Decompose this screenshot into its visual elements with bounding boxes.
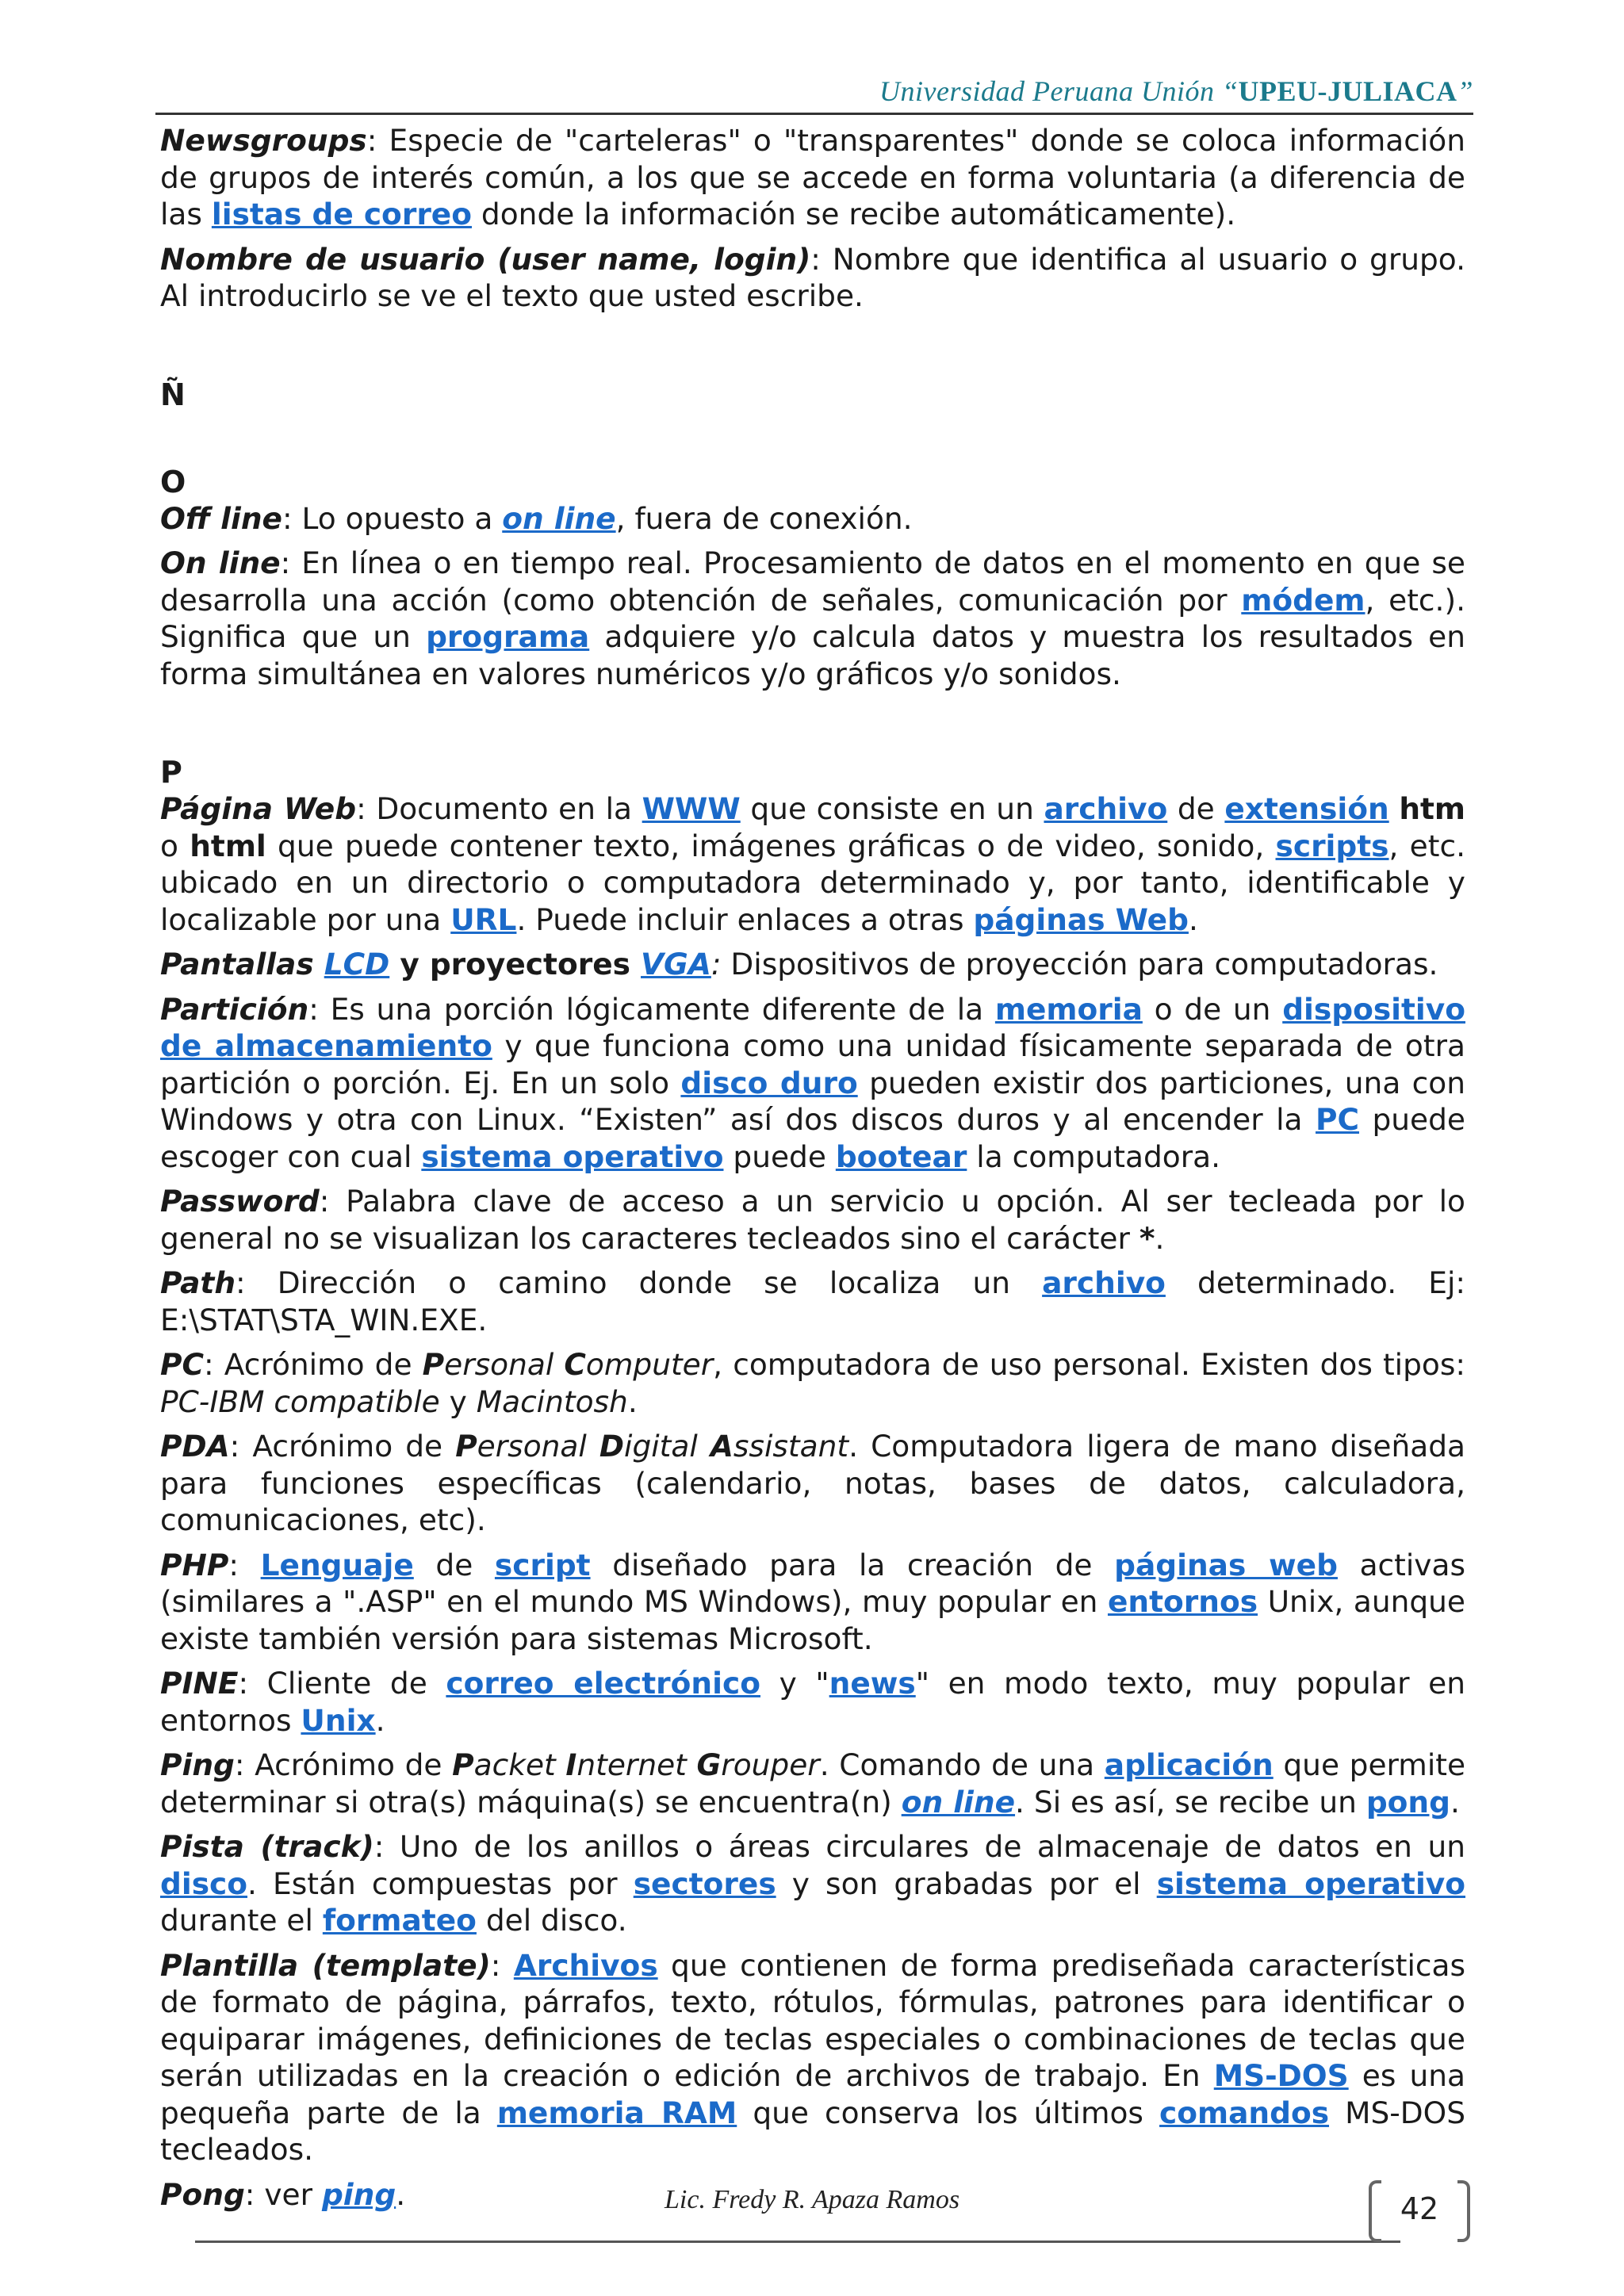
link-on-line[interactable]: on line [502, 500, 616, 536]
link-sectores[interactable]: sectores [633, 1866, 776, 1901]
entry-pantallas: Pantallas LCD y proyectores VGA: Dispositivos de proyección para computadoras. [160, 947, 1438, 982]
term-path: Path [160, 1265, 236, 1300]
link-disco[interactable]: disco [160, 1866, 248, 1901]
link-memoria-ram[interactable]: memoria RAM [496, 2095, 737, 2130]
link-dispositivo-de-almacenamiento[interactable]: dispositivo de almacenamiento [160, 991, 1465, 1063]
entry-newsgroups: Newsgroups: Especie de "carteleras" o "transparentes" donde se coloca información de grupos de interés común, a los que se accede en forma voluntaria (a diferencia de las listas de correo donde la información se recibe automáticamente). [160, 123, 1465, 232]
entry-pine: PINE: Cliente de correo electrónico y "news" en modo texto, muy popular en entornos Unix. [160, 1666, 1466, 1738]
link-lenguaje[interactable]: Lenguaje [260, 1547, 414, 1582]
glossary-content [160, 122, 1465, 2221]
entry-off-line: Off line: Lo opuesto a on line, fuera de conexión. [160, 500, 913, 536]
term-pista: Pista (track) [160, 1829, 374, 1864]
term-pine: PINE [160, 1666, 239, 1701]
term-on-line: On line [160, 545, 281, 580]
link-listas-de-correo[interactable]: listas de correo [211, 197, 473, 232]
section-letter-n: Ñ [160, 377, 186, 412]
link-formateo[interactable]: formateo [322, 1903, 477, 1938]
link-archivos[interactable]: Archivos [513, 1947, 658, 1983]
term-particion: Partición [160, 991, 309, 1027]
link-bootear[interactable]: bootear [835, 1138, 967, 1174]
entry-on-line: On line: En línea o en tiempo real. Procesamiento de datos en el momento en que se desarrolla una acción (como obtención de señales, comunicación por módem, etc.). Significa que un programa adquiere y/o calcula datos y muestra los resultados en forma simultánea en valores numéricos y/o gráficos y/o sonidos. [160, 545, 1466, 691]
link-archivo[interactable]: archivo [1044, 791, 1168, 826]
footer-author: Lic. Fredy R. Apaza Ramos [665, 2185, 960, 2214]
term-pc: PC [160, 1347, 205, 1382]
entry-ping: Ping: Acrónimo de Packet Internet Grouper. Comando de una aplicación que permite determinar si otra(s) máquina(s) se encuentra(n) on line. Si es así, se recibe un pong. [160, 1747, 1466, 1820]
page-number-badge [1369, 2180, 1470, 2241]
header-divider [155, 113, 1473, 115]
link-ping[interactable]: ping [321, 2176, 396, 2212]
term-pong: Pong [160, 2176, 245, 2212]
link-programa[interactable]: programa [426, 619, 590, 654]
entry-nombre-de-usuario: Nombre de usuario (user name, login): Nombre que identifica al usuario o grupo. Al introducirlo se ve el texto que usted escribe. [160, 241, 1466, 313]
link-paginas-web-php[interactable]: páginas web [1114, 1547, 1338, 1582]
link-on-line-ping[interactable]: on line [901, 1784, 1016, 1820]
term-nombre-de-usuario: Nombre de usuario (user name, login) [160, 241, 811, 277]
term-password: Password [160, 1184, 320, 1219]
link-lcd[interactable]: LCD [324, 947, 390, 982]
entry-pagina-web: Página Web: Documento en la WWW que consiste en un archivo de extensión htm o html que puede contener texto, imágenes gráficas o de video, sonido, scripts, etc. ubicado en un directorio o computadora determinado y, por tanto, identificable y localizable por una URL. Puede incluir enlaces a otras páginas Web. [160, 791, 1466, 937]
link-unix[interactable]: Unix [301, 1702, 376, 1738]
entry-plantilla: Plantilla (template): Archivos que contienen de forma prediseñada características de formato de página, párrafos, texto, rótulos, fórmulas, patrones para identificar o equiparar imágenes, definiciones de teclas especiales o combinaciones de teclas que serán utilizadas en la creación o edición de archivos de trabajo. En MS-DOS es una pequeña parte de la memoria RAM que conserva los últimos comandos MS-DOS tecleados. [160, 1947, 1465, 2167]
link-script[interactable]: script [494, 1547, 591, 1582]
entry-pda: PDA: Acrónimo de Personal Digital Assistant. Computadora ligera de mano diseñada para funciones específicas (calendario, notas, bases de datos, calculadora, comunicaciones, etc). [160, 1429, 1465, 1537]
link-scripts[interactable]: scripts [1275, 828, 1389, 863]
entry-password: Password: Palabra clave de acceso a un servicio u opción. Al ser tecleada por lo general no se visualizan los caracteres tecleados sino el carácter *. [160, 1184, 1465, 1256]
link-entornos[interactable]: entornos [1107, 1584, 1258, 1619]
term-ping: Ping [160, 1747, 235, 1782]
footer-divider [195, 2241, 1400, 2243]
section-letter-o: O [160, 464, 186, 499]
term-php: PHP [160, 1547, 229, 1582]
link-pong[interactable]: pong [1365, 1784, 1450, 1820]
link-correo-electronico[interactable]: correo electrónico [446, 1666, 760, 1701]
entry-particion: Partición: Es una porción lógicamente diferente de la memoria o de un dispositivo de almacenamiento y que funciona como una unidad físicamente separada de otra partición o porción. Ej. En un solo disco duro pueden existir dos particiones, una con Windows y otra con Linux. “Existen” así dos discos duros y al encender la PC puede escoger con cual sistema operativo puede bootear la computadora. [160, 991, 1466, 1174]
term-newsgroups: Newsgroups [160, 123, 367, 158]
link-disco-duro[interactable]: disco duro [680, 1065, 858, 1100]
link-modem[interactable]: módem [1241, 582, 1365, 618]
term-pagina-web: Página Web [160, 791, 357, 826]
page-number: 42 [1400, 2191, 1439, 2226]
link-paginas-web[interactable]: páginas Web [973, 901, 1189, 937]
link-memoria[interactable]: memoria [994, 991, 1143, 1027]
term-pantallas: Pantallas [160, 947, 324, 982]
section-letter-p: P [160, 755, 182, 790]
link-ms-dos[interactable]: MS-DOS [1213, 2058, 1349, 2093]
link-aplicacion[interactable]: aplicación [1104, 1747, 1274, 1782]
link-sistema-operativo[interactable]: sistema operativo [421, 1138, 724, 1174]
link-archivo-path[interactable]: archivo [1042, 1265, 1166, 1300]
entry-path: Path: Dirección o camino donde se localiza un archivo determinado. Ej: E:\STAT\STA_WIN.EXE. [160, 1265, 1465, 1337]
term-pda: PDA [160, 1429, 230, 1464]
link-url[interactable]: URL [450, 901, 517, 937]
header-title: Universidad Peruana Unión “UPEU-JULIACA” [879, 75, 1473, 107]
entry-pong: Pong: ver ping. [160, 2176, 406, 2212]
link-news[interactable]: news [829, 1666, 916, 1701]
entry-pc: PC: Acrónimo de Personal Computer, computadora de uso personal. Existen dos tipos: PC-IBM compatible y Macintosh. [160, 1347, 1466, 1419]
term-plantilla: Plantilla (template) [160, 1947, 491, 1983]
link-extension[interactable]: extensión [1224, 791, 1389, 826]
link-pc[interactable]: PC [1316, 1102, 1360, 1137]
entry-php: PHP: Lenguaje de script diseñado para la creación de páginas web activas (similares a ".ASP" en el mundo MS Windows), muy popular en entornos Unix, aunque existe también versión para sistemas Microsoft. [160, 1547, 1466, 1656]
link-vga[interactable]: VGA [641, 947, 711, 982]
term-off-line: Off line [160, 500, 282, 536]
link-sistema-operativo-pista[interactable]: sistema operativo [1156, 1866, 1466, 1901]
entry-pista: Pista (track): Uno de los anillos o áreas circulares de almacenaje de datos en un disco. Están compuestas por sectores y son grabadas por el sistema operativo durante el formateo del disco. [160, 1829, 1466, 1938]
link-comandos[interactable]: comandos [1159, 2095, 1330, 2130]
link-www[interactable]: WWW [642, 791, 741, 826]
